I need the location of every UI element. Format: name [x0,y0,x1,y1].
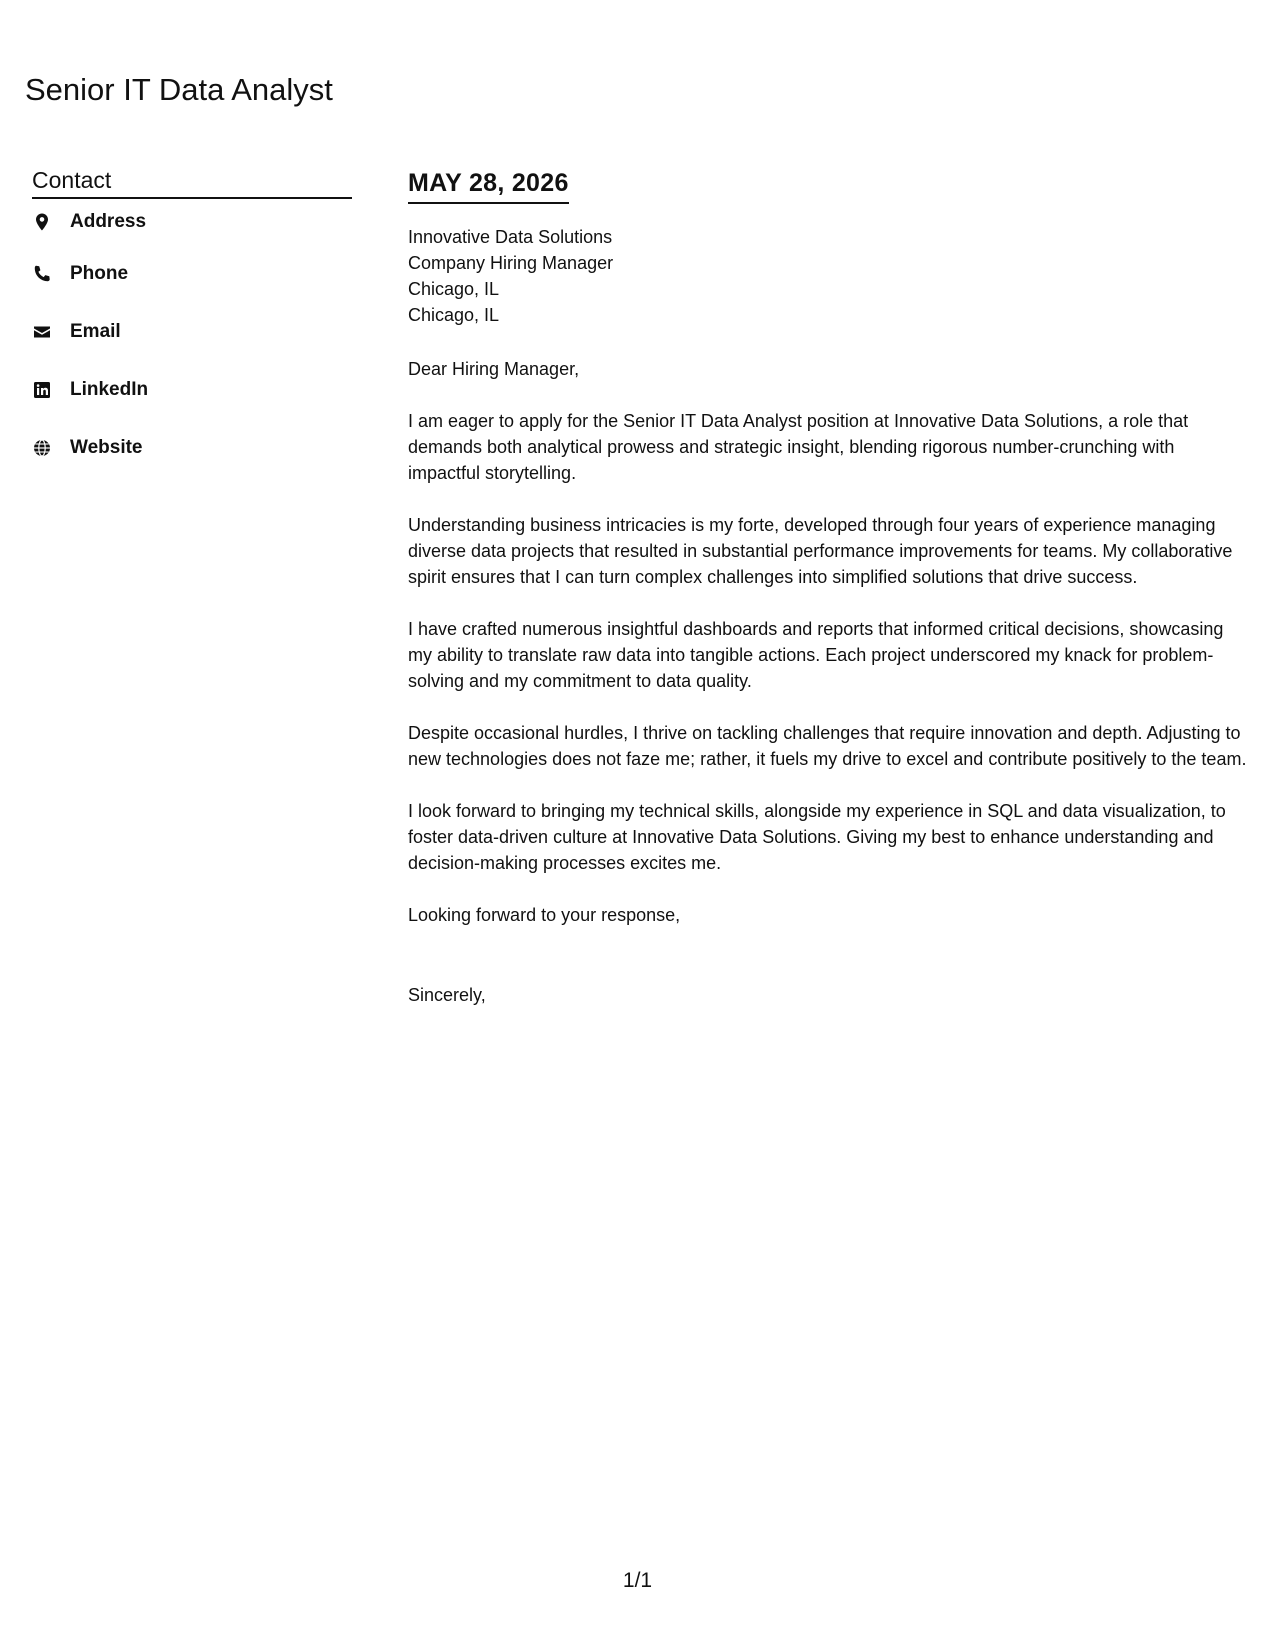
recipient-city-line: Chicago, IL [408,305,500,325]
phone-icon [32,264,52,284]
contact-label-linkedin: LinkedIn [70,379,149,400]
recipient-company: Innovative Data Solutions [408,227,613,247]
cover-letter [408,166,1248,1008]
body-paragraph: Despite occasional hurdles, I thrive on tackling challenges that require innovation and depth. Adjusting to new technologies does not faze me; rather, it fuels my drive to excel and contribute positively to the team. [408,723,1247,769]
globe-icon [32,438,52,458]
body-paragraph: I look forward to bringing my technical skills, alongside my experience in SQL and data visualization, to foster data-driven culture at Innovative Data Solutions. Giving my best to enhance understanding and decision-making processes excites me. [408,801,1226,873]
body-paragraph: I am eager to apply for the Senior IT Data Analyst position at Innovative Data Solutions, a role that demands both analytical prowess and strategic insight, blending rigorous number-crunching with impactful storytelling. [408,411,1189,483]
letter-date: MAY 28, 2026 [408,166,569,204]
contact-heading: Contact [32,165,352,199]
contact-item-linkedin[interactable] [32,361,352,419]
signoff: Sincerely, [408,985,486,1005]
envelope-icon [32,322,52,342]
page-number: 1/1 [622,1569,653,1592]
body-paragraph: Understanding business intricacies is my forte, developed through four years of experience managing diverse data projects that resulted in substantial performance improvements for teams. My collaborative spirit ensures that I can turn complex challenges into simplified solutions that drive success. [408,515,1233,587]
contact-list [32,199,352,477]
contact-item-address[interactable] [32,199,352,245]
map-pin-icon [32,212,52,232]
closing-line: Looking forward to your response, [408,905,681,925]
contact-item-website[interactable] [32,419,352,477]
recipient-address [408,224,1248,328]
contact-label-phone: Phone [70,263,129,284]
recipient-city-line: Chicago, IL [408,279,500,299]
linkedin-icon [32,380,52,400]
recipient-title: Company Hiring Manager [408,253,614,273]
body-paragraph: I have crafted numerous insightful dashboards and reports that informed critical decisions, showcasing my ability to translate raw data into tangible actions. Each project underscored my knack for problem-solving and my commitment to data quality. [408,619,1224,691]
contact-label-email: Email [70,321,121,342]
contact-label-website: Website [70,437,143,458]
contact-item-phone[interactable] [32,245,352,303]
contact-item-email[interactable] [32,303,352,361]
contact-label-address: Address [70,211,147,232]
contact-sidebar [32,165,352,477]
page-title: Senior IT Data Analyst [25,72,333,107]
salutation: Dear Hiring Manager, [408,359,580,379]
